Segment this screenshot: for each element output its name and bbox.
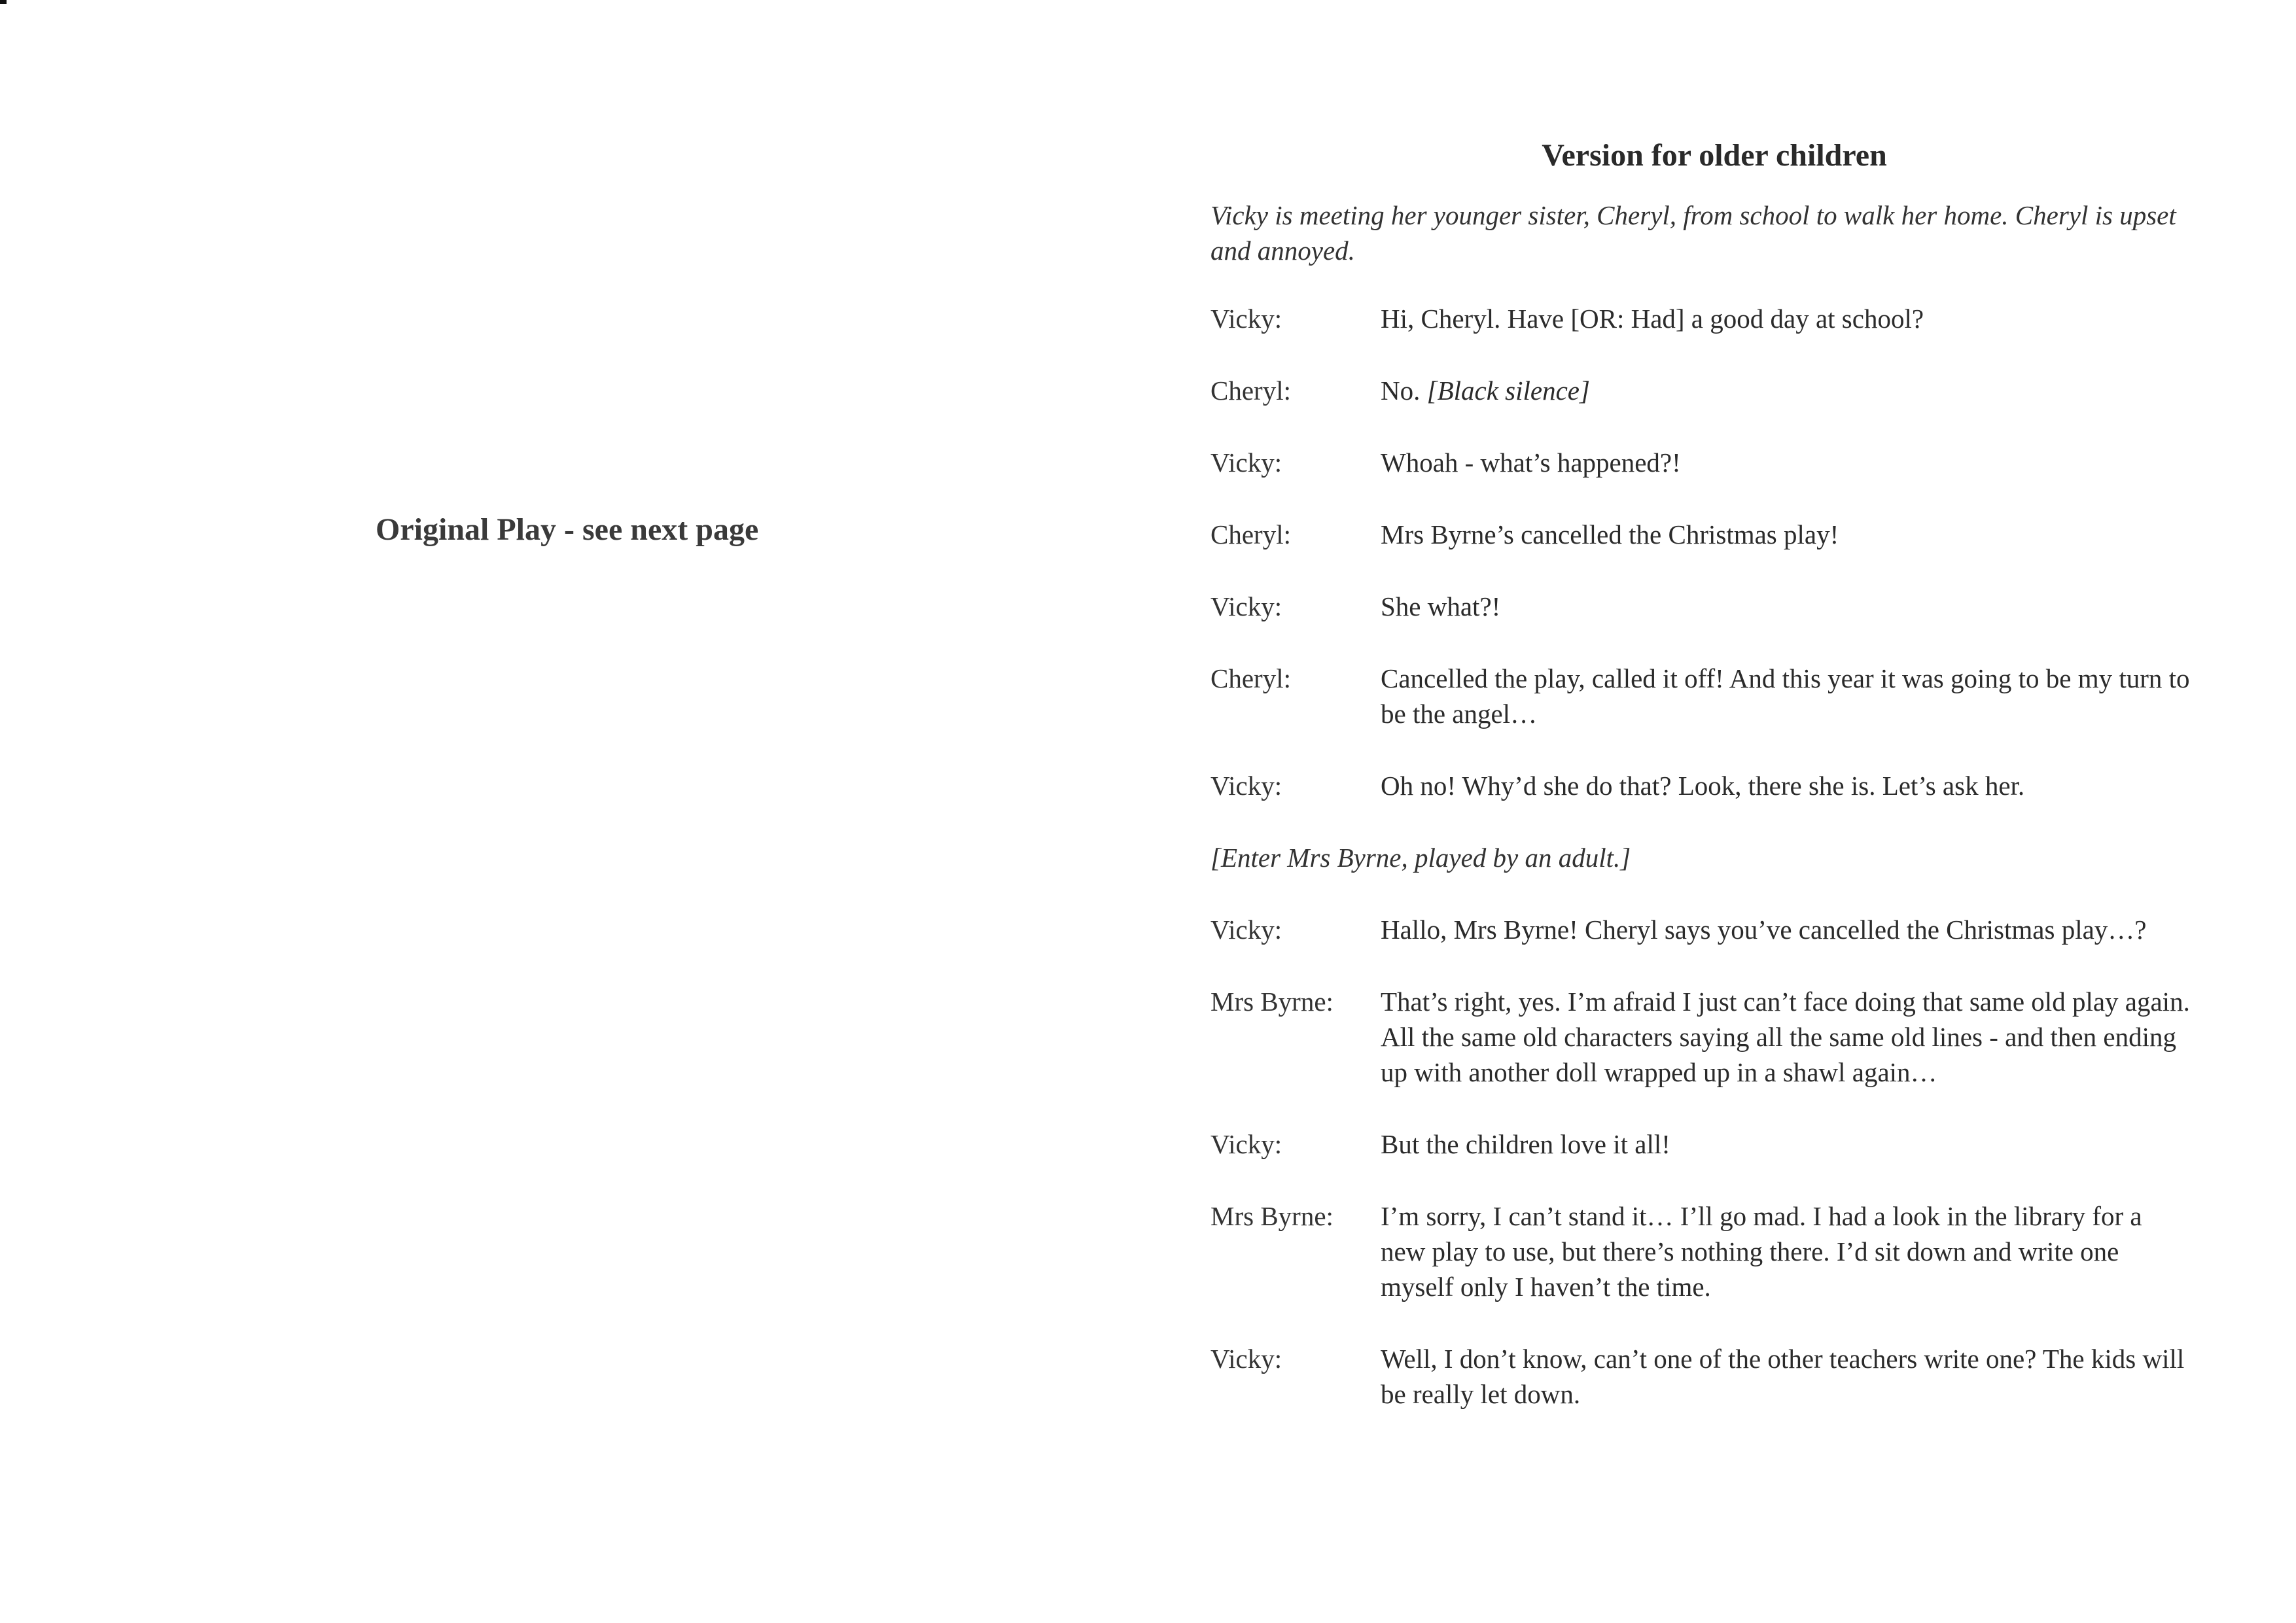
- speech-words: Whoah - what’s happened?!: [1381, 447, 1681, 478]
- speech-words: Hi, Cheryl. Have [OR: Had] a good day at school?: [1381, 304, 1924, 334]
- speech-text: [1381, 301, 2192, 336]
- version-title: Version for older children: [1542, 138, 1887, 173]
- scan-edge-mark: [0, 0, 7, 4]
- speech-words: No.: [1381, 375, 1427, 406]
- speaker-name: Vicky:: [1210, 1344, 1282, 1374]
- speech-text: But the children love it all!: [1381, 1129, 1670, 1159]
- dialogue-line: [1210, 1341, 2192, 1412]
- speech-text: I’m sorry, I can’t stand it… I’ll go mad. I had a look in the library for a new play to use, but there’s nothing there. I’d sit down and write one myself only I haven’t the time.: [1381, 1201, 2142, 1302]
- speaker-name: Vicky:: [1210, 1129, 1282, 1159]
- speaker-name: Mrs Byrne:: [1210, 1201, 1333, 1231]
- speech-text: That’s right, yes. I’m afraid I just can’t face doing that same old play again. All the same old characters saying all the same old lines - and then ending up with another doll wrapped up in a shawl again…: [1381, 986, 2190, 1087]
- speaker-name: Vicky:: [1210, 304, 1282, 334]
- dialogue-line: [1210, 1126, 2192, 1162]
- speech-words: Mrs Byrne’s cancelled the Christmas play!: [1381, 519, 1839, 550]
- right-page: [1210, 136, 2192, 1448]
- left-page-heading: Original Play - see next page: [376, 512, 759, 547]
- dialogue-line: [1210, 984, 2192, 1090]
- dialogue-line: [1210, 768, 2192, 803]
- speech-text: [1381, 661, 2192, 731]
- dialogue-line: [1210, 517, 2192, 552]
- speaker-name: Vicky:: [1210, 447, 1282, 478]
- speaker-name: Cheryl:: [1210, 663, 1291, 693]
- dialogue-line: [1210, 589, 2192, 624]
- speaker-name: Vicky:: [1210, 591, 1282, 621]
- speech-text: [1381, 768, 2192, 803]
- speech-text: [1381, 589, 2192, 624]
- speaker-name: Mrs Byrne:: [1210, 986, 1333, 1017]
- speech-words: She what?!: [1381, 591, 1501, 621]
- speech-text: Well, I don’t know, can’t one of the other teachers write one? The kids will be really let down.: [1381, 1344, 2185, 1409]
- speech-text: [1381, 517, 2192, 552]
- dialogue-line: [1210, 373, 2192, 408]
- dialogue-line: [1210, 661, 2192, 731]
- inline-direction: [Black silence]: [1426, 375, 1590, 406]
- speech-words: Cancelled the play, called it off! And this year it was going to be my turn to be the angel…: [1381, 663, 2190, 729]
- stage-direction: [Enter Mrs Byrne, played by an adult.]: [1210, 843, 1631, 873]
- speaker-name: Cheryl:: [1210, 375, 1291, 406]
- dialogue-line: [1210, 301, 2192, 336]
- dialogue-line: [1210, 445, 2192, 480]
- speech-text: Hallo, Mrs Byrne! Cheryl says you’ve cancelled the Christmas play…?: [1381, 915, 2147, 945]
- speaker-name: Vicky:: [1210, 771, 1282, 801]
- speech-text: [1381, 373, 2192, 408]
- scene-intro: Vicky is meeting her younger sister, Cheryl, from school to walk her home. Cheryl is upset and annoyed.: [1210, 200, 2176, 266]
- speaker-name: Cheryl:: [1210, 519, 1291, 550]
- dialogue-line: [1210, 912, 2192, 947]
- speaker-name: Vicky:: [1210, 915, 1282, 945]
- dialogue-line: [1210, 1198, 2192, 1304]
- speech-words: Oh no! Why’d she do that? Look, there she is. Let’s ask her.: [1381, 771, 2025, 801]
- speech-text: [1381, 445, 2192, 480]
